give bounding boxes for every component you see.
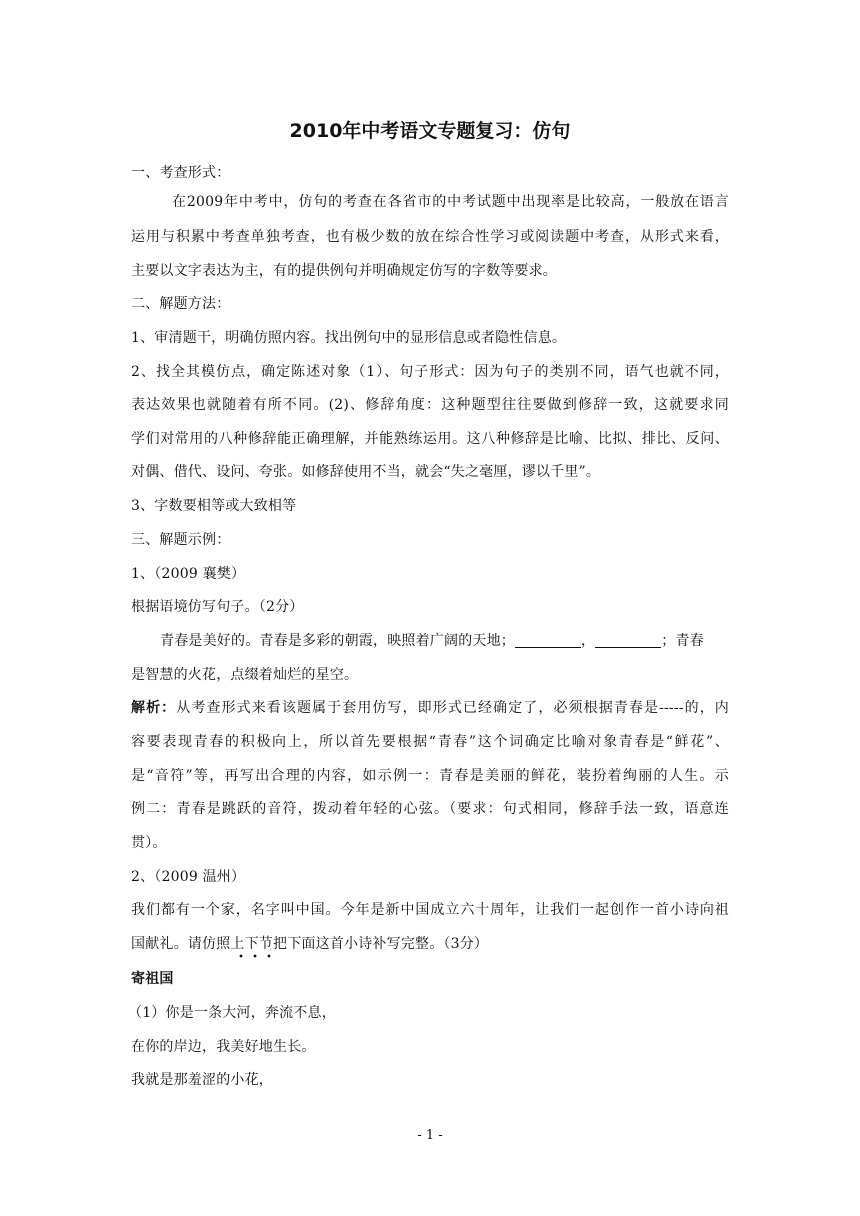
s2-item-2-line-4: 对偶、借代、设问、夸张。如修辞使用不当，就会“失之毫厘，谬以千里”。 [131,464,601,480]
example-1-question-line-2: 是智慧的火花，点缀着灿烂的星空。 [131,667,359,683]
example-2-heading: 2、（2009 温州） [131,869,246,885]
poem-line-1: （1）你是一条大河，奔流不息， [128,1005,336,1021]
answer-blank-1 [515,633,581,648]
question-text: 青春是美好的。青春是多彩的朝霞，映照着广阔的天地； [160,633,515,649]
question-text-tail: ；青春 [661,633,704,649]
poem-line-3: 我就是那羞涩的小花， [131,1072,273,1088]
s2-item-1: 1、审清题干，明确仿照内容。找出例句中的显形信息或者隐性信息。 [131,330,567,346]
example-1-analysis-line-1 [131,699,729,717]
example-1-analysis-line-4: 例二：青春是跳跃的音符，拨动着年轻的心弦。（要求：句式相同，修辞手法一致，语意连 [131,801,729,817]
page-number: - 1 - [417,1128,443,1143]
analysis-text: 从考查形式来看该题属于套用仿写，即形式已经确定了，必须根据青春是-----的，内 [176,700,729,716]
section-2-heading: 二、解题方法： [131,296,231,312]
s2-item-2-line-2: 表达效果也就随着有所不同。(2)、修辞角度：这种题型往往要做到修辞一致，这就要求同 [131,397,729,413]
s1-paragraph-line-1: 在2009年中考中，仿句的考查在各省市的中考试题中出现率是比较高，一般放在语言 [172,194,729,210]
example-1-analysis-line-2: 容要表现青春的积极向上，所以首先要根据“青春”这个词确定比喻对象青春是“鲜花”、 [131,734,729,750]
separator: ， [581,633,596,649]
emphasized-text: 上下节 [230,936,273,959]
example-1-analysis-line-3: 是“音符”等，再写出合理的内容，如示例一：青春是美丽的鲜花，装扮着绚丽的人生。示 [131,768,729,784]
s2-item-3: 3、字数要相等或大致相等 [131,498,297,514]
poem-line-2: 在你的岸边，我美好地生长。 [131,1039,316,1055]
poem-title: 寄祖国 [131,971,174,987]
example-1-prompt: 根据语境仿写句子。（2分） [131,599,304,615]
s2-item-2-line-3: 学们对常用的八种修辞能正确理解，并能熟练运用。这八种修辞是比喻、比拟、排比、反问、 [131,431,729,447]
example-2-line-2 [131,935,488,953]
instruction-text: 国献礼。请仿照 [131,936,231,952]
example-1-analysis-line-5: 贯）。 [131,835,167,851]
s1-paragraph-line-2: 运用与积累中考查单独考查，也有极少数的放在综合性学习或阅读题中考查，从形式来看， [131,229,729,245]
example-1-heading: 1、（2009 襄樊） [131,566,246,582]
example-2-line-1: 我们都有一个家，名字叫中国。今年是新中国成立六十周年，让我们一起创作一首小诗向祖 [131,902,729,918]
section-1-heading: 一、考查形式： [131,165,231,181]
instruction-text-tail: 把下面这首小诗补写完整。（3分） [273,936,489,952]
page-title: 2010年中考语文专题复习：仿句 [289,120,571,142]
analysis-label: 解析： [131,700,177,716]
s2-item-2-line-1: 2、找全其模仿点，确定陈述对象（1）、句子形式：因为句子的类别不同，语气也就不同， [131,364,729,380]
s1-paragraph-line-3: 主要以文字表达为主，有的提供例句并明确规定仿写的字数等要求。 [131,263,557,279]
answer-blank-2 [595,633,661,648]
section-3-heading: 三、解题示例： [131,532,231,548]
example-1-question-line-1 [160,632,704,650]
